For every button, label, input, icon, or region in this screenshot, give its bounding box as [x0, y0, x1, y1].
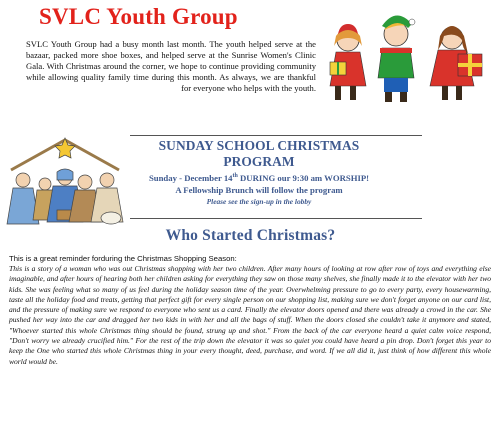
carolers-with-gifts-icon — [322, 4, 492, 106]
program-date-prefix: Sunday - December 14 — [148, 173, 233, 183]
program-brunch: A Fellowship Brunch will follow the program — [175, 185, 343, 195]
program-date-suffix: th — [232, 173, 238, 180]
boy-caroler-middle — [378, 15, 415, 102]
program-signup: Please see the sign-up in the lobby — [206, 197, 312, 206]
nativity-scene-icon — [3, 134, 127, 228]
christmas-program-announcement — [128, 138, 390, 206]
story-heading: Who Started Christmas? — [165, 227, 336, 244]
youth-group-intro: SVLC Youth Group had a busy month last month. The youth helped serve at the bazaar, packed more shoe boxes, and helped serve at the Sunrise Women's Clinic Gala. With Christmas around the corner, we hope to continue providing community while allowing quality family time during this month. As always, we are thankful for everyone who helps with the youth. — [26, 39, 316, 94]
girl-caroler-left — [330, 24, 366, 100]
divider-bottom — [130, 218, 422, 219]
program-date-rest: DURING our 9:30 am WORSHIP! — [237, 173, 370, 183]
story-body: This is a story of a woman who was out Christmas shopping with her two children. After many hours of looking at row after row of toys and everything else imaginable, and after hours of hearing both her children asking for everything they saw on those many shelves, she finally made it to the elevator with her two kids. She was feeling what so many of us feel during the holiday season time of the year. Overwhelming pressure to go to every party, every housewarming, taste all the holiday food and treats, getting that perfect gift for every single person on our shopping list, making sure we don't forget anyone on our card list, and the pressure of making sure we respond to everyone who sent us a card. Finally the elevator doors opened and there was already a crowd in the car. She pushed her way into the car and dragged her two kids in with her and all the bags of stuff. When the doors closed she couldn't take it anymore and stated, "Whoever started this whole Christmas thing should be found, strung up and shot." From the back of the car everyone heard a quiet calm voice respond, "Don't worry we already crucified him." For the rest of the trip down the elevator it was so quiet you could have heard a pin drop. Don't forget this year to keep the One who started this whole Christmas thing in your every thought, deed, purchase, and word. If we all did it, just think of how different this whole world would be. — [9, 264, 491, 366]
story-intro: This is a great reminder forduring the Christmas Shopping Season: — [9, 254, 237, 263]
divider-top — [130, 135, 422, 136]
program-date — [128, 173, 390, 183]
girl-caroler-right — [430, 26, 482, 100]
program-title: SUNDAY SCHOOL CHRISTMAS PROGRAM — [158, 138, 360, 169]
youth-group-title: SVLC Youth Group — [39, 4, 238, 29]
